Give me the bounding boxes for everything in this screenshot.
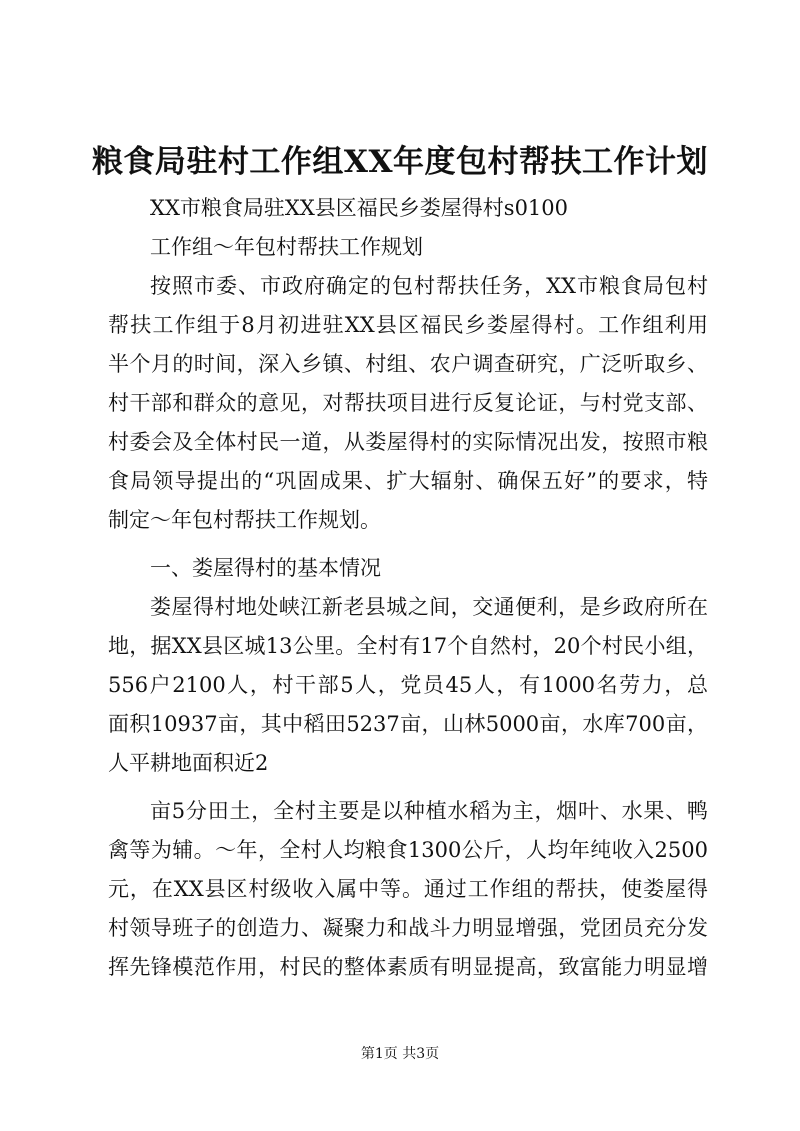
- text-line: 元，在XX县区村级收入属中等。通过工作组的帮扶，使娄屋得: [108, 877, 708, 901]
- text-line: 村委会及全体村民一道，从娄屋得村的实际情况出发，按照市粮: [108, 430, 708, 454]
- text-line: 村干部和群众的意见，对帮扶项目进行反复论证，与村党支部、: [108, 391, 708, 415]
- text-line: 村领导班子的创造力、凝聚力和战斗力明显增强，党团员充分发: [108, 916, 708, 940]
- text-line: 556户2100人，村干部5人，党员45人，有1000名劳力，总: [108, 673, 708, 697]
- text-line: XX市粮食局驻XX县区福民乡娄屋得村s0100: [150, 196, 569, 220]
- document-title: 粮食局驻村工作组XX年度包村帮扶工作计划: [91, 144, 709, 180]
- page-footer: 第1页 共3页: [360, 1046, 440, 1062]
- text-line: 面积10937亩，其中稻田5237亩，山林5000亩，水库700亩，: [108, 712, 708, 736]
- text-line: 娄屋得村地处峡江新老县城之间，交通便利，是乡政府所在: [150, 595, 708, 619]
- text-line: 食局领导提出的“巩固成果、扩大辐射、确保五好”的要求，特: [108, 469, 708, 493]
- text-line: 禽等为辅。～年，全村人均粮食1300公斤，人均年纯收入2500: [108, 838, 708, 862]
- text-line: 工作组～年包村帮扶工作规划: [150, 235, 423, 259]
- text-line: 帮扶工作组于8月初进驻XX县区福民乡娄屋得村。工作组利用: [108, 313, 708, 337]
- section-heading: 一、娄屋得村的基本情况: [150, 556, 381, 580]
- text-line: 半个月的时间，深入乡镇、村组、农户调查研究，广泛听取乡、: [108, 352, 708, 376]
- text-line: 挥先锋模范作用，村民的整体素质有明显提高，致富能力明显增: [108, 955, 708, 979]
- text-line: 亩5分田土，全村主要是以种植水稻为主，烟叶、水果、鸭: [150, 799, 708, 823]
- text-line: 人平耕地面积近2: [108, 751, 269, 775]
- text-line: 按照市委、市政府确定的包村帮扶任务，XX市粮食局包村: [150, 274, 708, 298]
- text-line: 地，据XX县区城13公里。全村有17个自然村，20个村民小组，: [108, 634, 708, 658]
- text-line: 制定～年包村帮扶工作规划。: [108, 508, 381, 532]
